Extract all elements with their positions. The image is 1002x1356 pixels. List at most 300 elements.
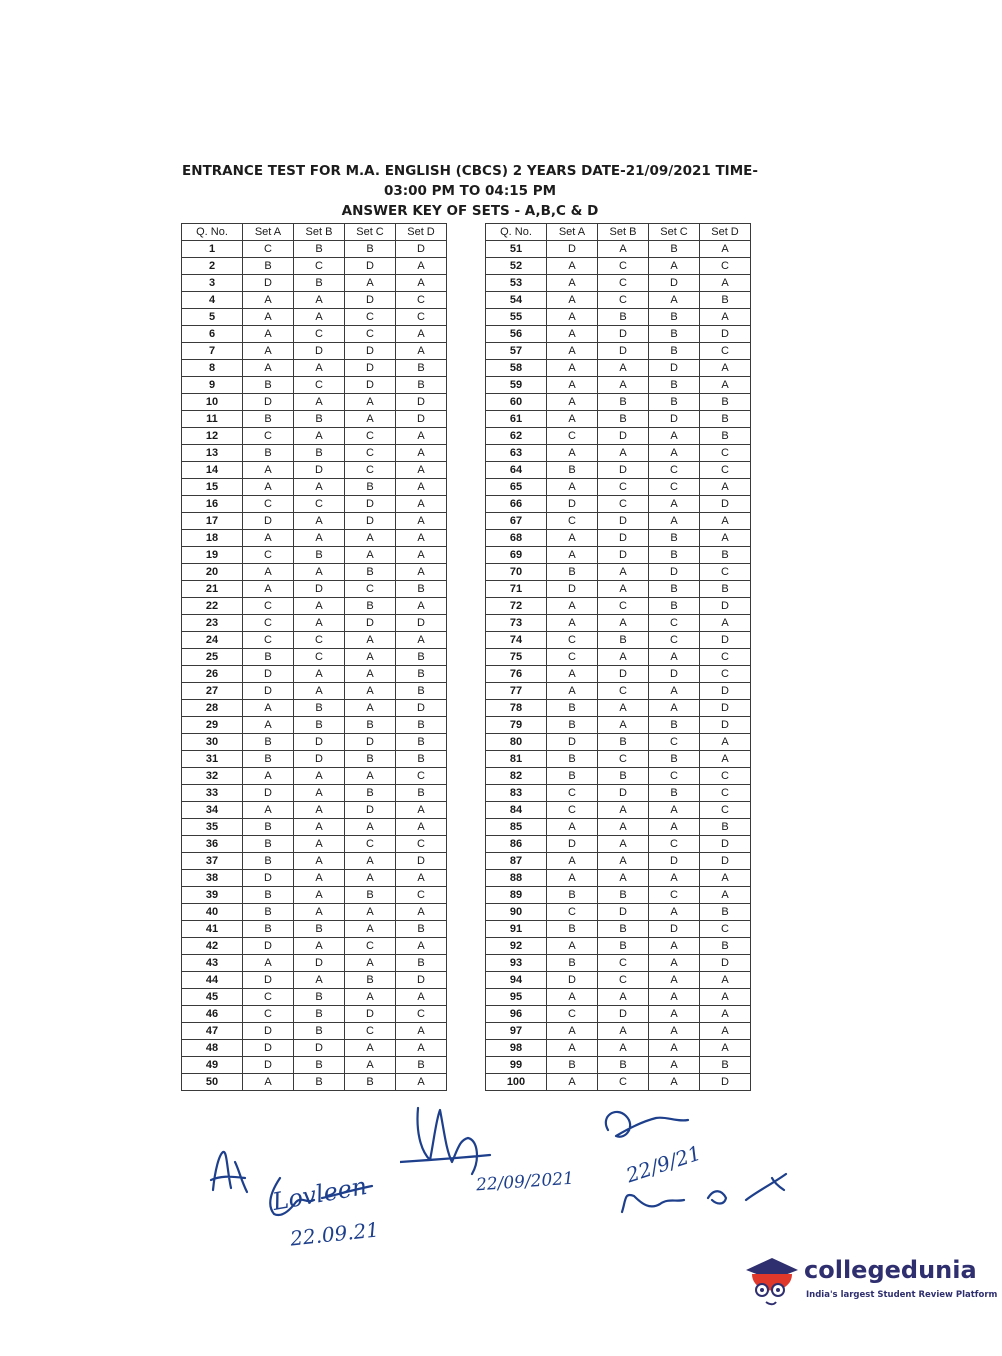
table-row <box>486 1074 751 1091</box>
answer-cell: A <box>345 904 396 921</box>
table-row <box>486 496 751 513</box>
table-row <box>182 819 447 836</box>
table-row <box>486 751 751 768</box>
answer-cell: B <box>396 955 447 972</box>
answer-cell: A <box>547 683 598 700</box>
question-number: 40 <box>182 904 243 921</box>
answer-cell: A <box>294 598 345 615</box>
answer-cell: A <box>598 615 649 632</box>
table-row <box>182 700 447 717</box>
table-row <box>486 938 751 955</box>
answer-cell: B <box>396 734 447 751</box>
question-number: 32 <box>182 768 243 785</box>
answer-cell: A <box>294 564 345 581</box>
answer-cell: C <box>649 768 700 785</box>
answer-cell: B <box>243 445 294 462</box>
question-number: 81 <box>486 751 547 768</box>
answer-cell: A <box>547 394 598 411</box>
question-number: 77 <box>486 683 547 700</box>
answer-cell: A <box>396 802 447 819</box>
table-row <box>182 785 447 802</box>
answer-cell: A <box>345 275 396 292</box>
question-number: 39 <box>182 887 243 904</box>
question-number: 16 <box>182 496 243 513</box>
answer-cell: A <box>598 802 649 819</box>
answer-cell: C <box>598 292 649 309</box>
answer-cell: A <box>598 819 649 836</box>
table-row <box>182 1074 447 1091</box>
answer-cell: A <box>700 275 751 292</box>
answer-cell: C <box>700 462 751 479</box>
answer-cell: A <box>294 853 345 870</box>
answer-cell: A <box>294 360 345 377</box>
answer-cell: B <box>547 768 598 785</box>
answer-cell: C <box>700 768 751 785</box>
question-number: 56 <box>486 326 547 343</box>
answer-cell: D <box>700 836 751 853</box>
answer-cell: A <box>294 836 345 853</box>
answer-cell: A <box>345 530 396 547</box>
answer-cell: C <box>243 1006 294 1023</box>
table-row <box>182 309 447 326</box>
answer-cell: C <box>243 496 294 513</box>
answer-cell: B <box>345 1074 396 1091</box>
table-row <box>486 513 751 530</box>
answer-cell: B <box>649 717 700 734</box>
answer-cell: A <box>294 615 345 632</box>
answer-cell: A <box>547 1023 598 1040</box>
answer-cell: A <box>547 615 598 632</box>
answer-cell: D <box>547 496 598 513</box>
answer-cell: D <box>598 666 649 683</box>
answer-cell: B <box>598 768 649 785</box>
answer-cell: D <box>294 734 345 751</box>
answer-cell: B <box>294 1074 345 1091</box>
answer-cell: C <box>345 326 396 343</box>
answer-cell: A <box>294 683 345 700</box>
table-row <box>486 292 751 309</box>
answer-cell: B <box>345 598 396 615</box>
col-header-qno: Q. No. <box>486 224 547 241</box>
answer-cell: B <box>700 547 751 564</box>
table-row <box>182 598 447 615</box>
table-row <box>486 972 751 989</box>
answer-cell: A <box>547 275 598 292</box>
answer-cell: D <box>396 700 447 717</box>
answer-cell: B <box>345 717 396 734</box>
answer-cell: B <box>649 394 700 411</box>
answer-cell: D <box>243 785 294 802</box>
answer-cell: D <box>345 258 396 275</box>
answer-cell: A <box>243 768 294 785</box>
answer-cell: D <box>294 1040 345 1057</box>
answer-cell: C <box>598 275 649 292</box>
answer-cell: A <box>598 360 649 377</box>
answer-cell: C <box>649 615 700 632</box>
answer-cell: C <box>598 598 649 615</box>
answer-cell: A <box>700 513 751 530</box>
question-number: 14 <box>182 462 243 479</box>
question-number: 13 <box>182 445 243 462</box>
answer-cell: B <box>700 394 751 411</box>
table-row <box>182 1057 447 1074</box>
answer-cell: D <box>598 326 649 343</box>
table-row <box>486 1057 751 1074</box>
answer-cell: C <box>345 445 396 462</box>
signature-initials <box>205 1140 255 1205</box>
answer-cell: C <box>345 1023 396 1040</box>
answer-cell: B <box>547 751 598 768</box>
answer-cell: C <box>700 649 751 666</box>
answer-cell: B <box>396 785 447 802</box>
answer-cell: B <box>700 938 751 955</box>
answer-cell: A <box>649 683 700 700</box>
answer-cell: A <box>345 853 396 870</box>
answer-cell: A <box>396 462 447 479</box>
answer-cell: A <box>700 734 751 751</box>
answer-cell: B <box>243 836 294 853</box>
table-row <box>182 445 447 462</box>
answer-cell: A <box>598 836 649 853</box>
question-number: 79 <box>486 717 547 734</box>
answer-cell: A <box>294 428 345 445</box>
answer-cell: D <box>598 428 649 445</box>
header-line-2: 03:00 PM TO 04:15 PM <box>383 183 557 199</box>
answer-cell: B <box>547 564 598 581</box>
table-row <box>486 479 751 496</box>
answer-cell: A <box>649 1074 700 1091</box>
answer-cell: A <box>345 411 396 428</box>
question-number: 62 <box>486 428 547 445</box>
answer-cell: A <box>700 887 751 904</box>
table-row <box>182 377 447 394</box>
question-number: 53 <box>486 275 547 292</box>
table-row <box>486 887 751 904</box>
question-number: 98 <box>486 1040 547 1057</box>
answer-cell: B <box>243 819 294 836</box>
answer-cell: B <box>243 904 294 921</box>
answer-cell: D <box>243 870 294 887</box>
answer-cell: C <box>649 632 700 649</box>
answer-cell: C <box>294 496 345 513</box>
answer-cell: A <box>396 275 447 292</box>
answer-cell: D <box>243 938 294 955</box>
question-number: 94 <box>486 972 547 989</box>
question-number: 6 <box>182 326 243 343</box>
question-number: 48 <box>182 1040 243 1057</box>
answer-cell: D <box>700 683 751 700</box>
table-row <box>182 258 447 275</box>
answer-cell: A <box>649 258 700 275</box>
answer-cell: D <box>700 632 751 649</box>
answer-cell: D <box>243 394 294 411</box>
answer-cell: C <box>243 241 294 258</box>
answer-cell: D <box>598 343 649 360</box>
answer-cell: B <box>649 530 700 547</box>
answer-cell: A <box>598 581 649 598</box>
answer-cell: B <box>294 445 345 462</box>
answer-cell: A <box>547 309 598 326</box>
collegedunia-logo <box>742 1250 998 1310</box>
table-row <box>182 547 447 564</box>
answer-cell: B <box>294 700 345 717</box>
table-row <box>486 785 751 802</box>
answer-cell: D <box>649 666 700 683</box>
table-row <box>486 530 751 547</box>
question-number: 74 <box>486 632 547 649</box>
table-row <box>182 1040 447 1057</box>
answer-cell: D <box>598 547 649 564</box>
answer-cell: B <box>243 751 294 768</box>
answer-cell: A <box>598 870 649 887</box>
answer-cell: D <box>243 1040 294 1057</box>
question-number: 72 <box>486 598 547 615</box>
question-number: 28 <box>182 700 243 717</box>
question-number: 34 <box>182 802 243 819</box>
table-row <box>182 887 447 904</box>
question-number: 25 <box>182 649 243 666</box>
answer-cell: B <box>294 717 345 734</box>
table-row <box>182 938 447 955</box>
table-row <box>182 972 447 989</box>
question-number: 68 <box>486 530 547 547</box>
answer-cell: B <box>598 1057 649 1074</box>
question-number: 3 <box>182 275 243 292</box>
col-header-set-d: Set D <box>396 224 447 241</box>
answer-cell: A <box>649 445 700 462</box>
answer-cell: A <box>649 819 700 836</box>
answer-cell: A <box>243 581 294 598</box>
answer-cell: B <box>345 751 396 768</box>
answer-cell: D <box>396 853 447 870</box>
table-row <box>486 836 751 853</box>
answer-cell: B <box>396 581 447 598</box>
answer-cell: D <box>649 564 700 581</box>
table-row <box>182 870 447 887</box>
answer-cell: A <box>700 479 751 496</box>
answer-cell: A <box>243 802 294 819</box>
answer-cell: A <box>243 462 294 479</box>
table-row <box>486 360 751 377</box>
answer-cell: A <box>700 615 751 632</box>
answer-cell: D <box>547 972 598 989</box>
answer-cell: C <box>700 343 751 360</box>
answer-cell: A <box>243 717 294 734</box>
answer-cell: A <box>294 802 345 819</box>
table-row <box>486 989 751 1006</box>
answer-cell: B <box>294 411 345 428</box>
answer-cell: A <box>547 377 598 394</box>
answer-cell: A <box>396 904 447 921</box>
question-number: 73 <box>486 615 547 632</box>
header-line-3: ANSWER KEY OF SETS - A,B,C & D <box>341 203 599 219</box>
answer-cell: B <box>649 598 700 615</box>
table-row <box>486 581 751 598</box>
answer-cell: A <box>396 1074 447 1091</box>
table-row <box>486 326 751 343</box>
answer-cell: C <box>700 445 751 462</box>
question-number: 5 <box>182 309 243 326</box>
question-number: 97 <box>486 1023 547 1040</box>
answer-cell: A <box>700 870 751 887</box>
answer-cell: B <box>649 547 700 564</box>
answer-cell: B <box>294 547 345 564</box>
answer-cell: C <box>396 768 447 785</box>
answer-cell: C <box>700 802 751 819</box>
answer-cell: A <box>345 989 396 1006</box>
answer-cell: A <box>700 530 751 547</box>
question-number: 61 <box>486 411 547 428</box>
answer-cell: B <box>547 921 598 938</box>
answer-cell: A <box>396 343 447 360</box>
table-row <box>182 1023 447 1040</box>
answer-cell: B <box>547 717 598 734</box>
answer-cell: B <box>345 479 396 496</box>
answer-cell: B <box>547 955 598 972</box>
answer-cell: C <box>598 972 649 989</box>
answer-cell: D <box>345 377 396 394</box>
answer-cell: A <box>294 972 345 989</box>
table-row <box>486 802 751 819</box>
answer-cell: C <box>598 479 649 496</box>
answer-cell: C <box>547 649 598 666</box>
signature-date-3: 22/9/21 <box>623 1140 704 1188</box>
answer-cell: D <box>396 241 447 258</box>
question-number: 90 <box>486 904 547 921</box>
answer-cell: A <box>243 700 294 717</box>
answer-cell: C <box>396 836 447 853</box>
answer-cell: A <box>700 241 751 258</box>
answer-cell: A <box>598 700 649 717</box>
answer-cell: C <box>243 615 294 632</box>
table-row <box>486 768 751 785</box>
answer-cell: C <box>598 258 649 275</box>
col-header-set-d: Set D <box>700 224 751 241</box>
answer-cell: A <box>700 751 751 768</box>
answer-cell: A <box>700 1023 751 1040</box>
answer-cell: D <box>243 275 294 292</box>
table-row <box>182 479 447 496</box>
answer-cell: A <box>649 972 700 989</box>
answer-cell: D <box>345 513 396 530</box>
answer-cell: D <box>345 802 396 819</box>
answer-cell: B <box>598 632 649 649</box>
answer-cell: A <box>396 547 447 564</box>
answer-cell: A <box>243 360 294 377</box>
answer-cell: C <box>396 1006 447 1023</box>
answer-cell: C <box>547 1006 598 1023</box>
table-row <box>486 377 751 394</box>
answer-cell: A <box>294 887 345 904</box>
question-number: 93 <box>486 955 547 972</box>
answer-cell: B <box>700 292 751 309</box>
answer-cell: A <box>345 632 396 649</box>
question-number: 87 <box>486 853 547 870</box>
answer-cell: D <box>700 1074 751 1091</box>
answer-cell: B <box>243 258 294 275</box>
question-number: 66 <box>486 496 547 513</box>
answer-cell: C <box>345 462 396 479</box>
answer-cell: B <box>345 564 396 581</box>
question-number: 88 <box>486 870 547 887</box>
answer-cell: A <box>396 326 447 343</box>
answer-cell: B <box>598 394 649 411</box>
answer-cell: B <box>396 666 447 683</box>
answer-cell: D <box>345 360 396 377</box>
answer-cell: A <box>547 666 598 683</box>
question-number: 45 <box>182 989 243 1006</box>
question-number: 4 <box>182 292 243 309</box>
table-row <box>486 649 751 666</box>
table-row <box>182 292 447 309</box>
answer-cell: C <box>598 1074 649 1091</box>
answer-cell: B <box>547 1057 598 1074</box>
answer-cell: B <box>700 411 751 428</box>
question-number: 31 <box>182 751 243 768</box>
table-row <box>486 734 751 751</box>
table-row <box>182 768 447 785</box>
answer-cell: A <box>700 1006 751 1023</box>
question-number: 7 <box>182 343 243 360</box>
answer-cell: A <box>294 292 345 309</box>
question-number: 100 <box>486 1074 547 1091</box>
answer-cell: A <box>294 870 345 887</box>
question-number: 29 <box>182 717 243 734</box>
answer-cell: D <box>294 751 345 768</box>
answer-cell: A <box>294 394 345 411</box>
answer-cell: A <box>243 1074 294 1091</box>
question-number: 11 <box>182 411 243 428</box>
answer-cell: A <box>294 819 345 836</box>
answer-cell: A <box>547 989 598 1006</box>
answer-table-right <box>485 223 751 1091</box>
col-header-set-c: Set C <box>649 224 700 241</box>
table-row <box>182 411 447 428</box>
table-row <box>486 1023 751 1040</box>
answer-cell: C <box>547 632 598 649</box>
answer-cell: B <box>396 1057 447 1074</box>
answer-cell: C <box>243 547 294 564</box>
answer-cell: D <box>649 853 700 870</box>
question-number: 17 <box>182 513 243 530</box>
table-row <box>486 564 751 581</box>
table-row <box>486 819 751 836</box>
answer-cell: A <box>294 530 345 547</box>
table-row <box>486 343 751 360</box>
answer-cell: C <box>294 632 345 649</box>
answer-cell: D <box>649 921 700 938</box>
question-number: 35 <box>182 819 243 836</box>
answer-cell: D <box>598 530 649 547</box>
table-row <box>486 411 751 428</box>
table-row <box>182 1006 447 1023</box>
answer-cell: D <box>345 496 396 513</box>
question-number: 46 <box>182 1006 243 1023</box>
question-number: 41 <box>182 921 243 938</box>
col-header-set-b: Set B <box>598 224 649 241</box>
question-number: 20 <box>182 564 243 581</box>
table-row <box>182 632 447 649</box>
question-number: 9 <box>182 377 243 394</box>
question-number: 52 <box>486 258 547 275</box>
answer-cell: C <box>396 292 447 309</box>
table-row <box>486 462 751 479</box>
answer-cell: B <box>598 938 649 955</box>
question-number: 69 <box>486 547 547 564</box>
answer-cell: A <box>700 989 751 1006</box>
question-number: 49 <box>182 1057 243 1074</box>
answer-cell: B <box>598 309 649 326</box>
